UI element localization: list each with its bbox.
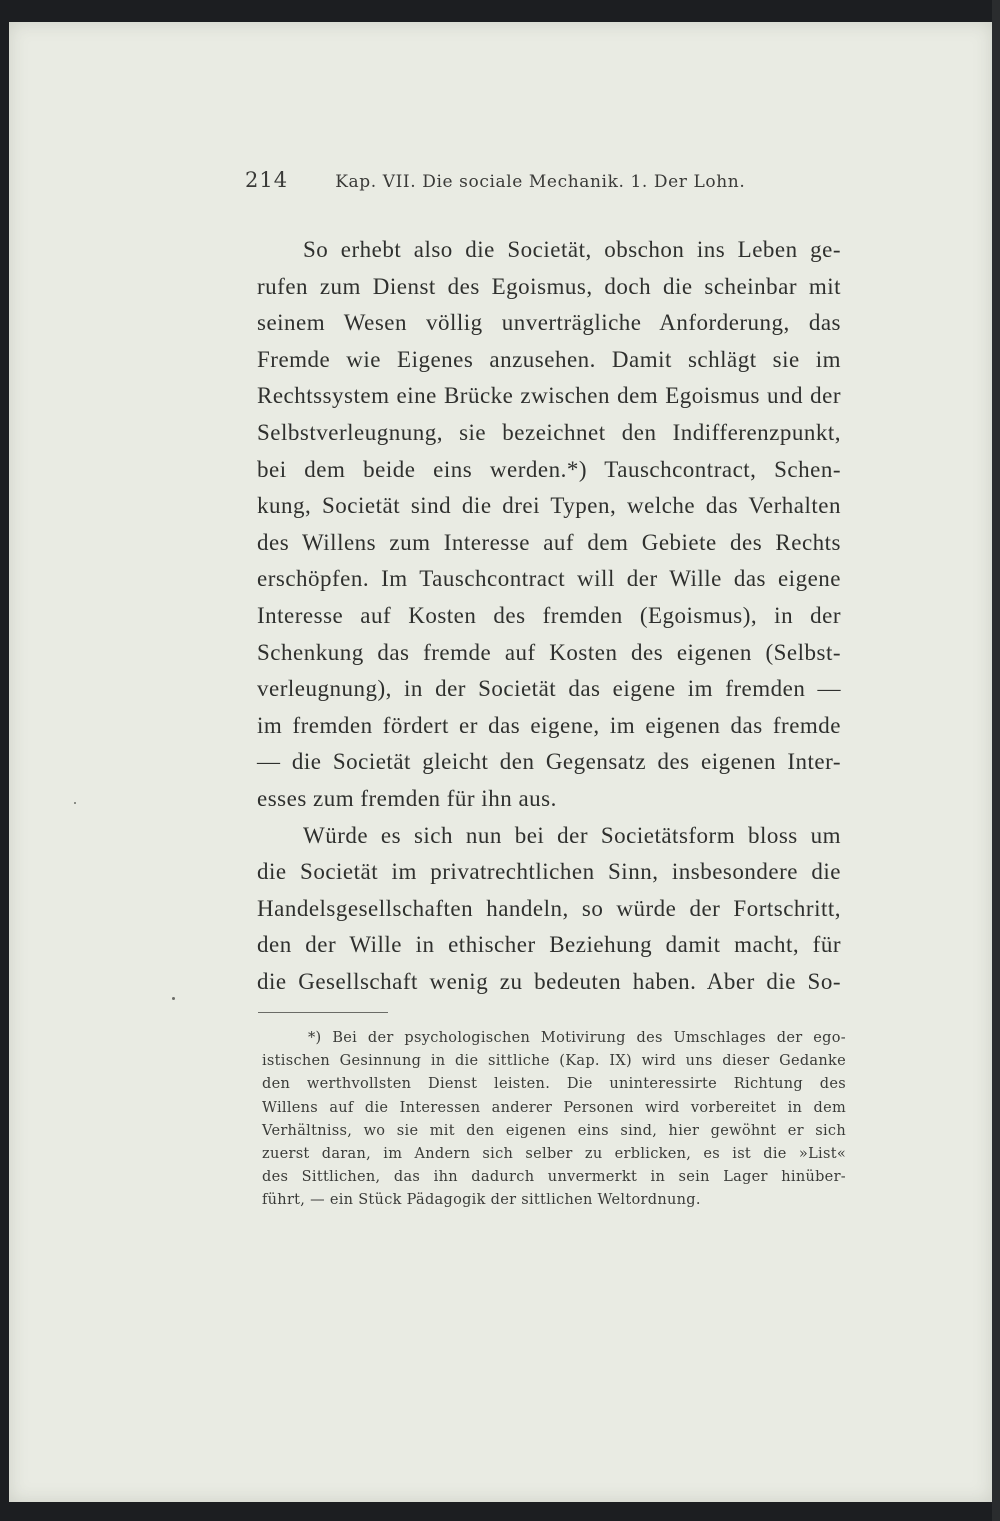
text-line: die Gesellschaft wenig zu bedeuten haben. Aber die So-	[257, 968, 841, 994]
text-line: erschöpfen. Im Tauschcontract will der Wille das eigene	[257, 566, 841, 592]
footnote-line: führt, — ein Stück Pädagogik der sittlichen Weltordnung.	[262, 1192, 701, 1209]
paragraph-2	[257, 818, 841, 1001]
text-line: Selbstverleugnung, sie bezeichnet den Indifferenzpunkt,	[257, 419, 841, 445]
text-line: bei dem beide eins werden.*) Tauschcontract, Schen-	[257, 456, 841, 482]
text-line: Schenkung das fremde auf Kosten des eigenen (Selbst-	[257, 639, 841, 665]
text-line: kung, Societät sind die drei Typen, welche das Verhalten	[257, 493, 841, 519]
text-line: seinem Wesen völlig unverträgliche Anforderung, das	[257, 310, 841, 336]
text-line: Rechtssystem eine Brücke zwischen dem Egoismus und der	[257, 383, 841, 409]
text-line: — die Societät gleicht den Gegensatz des eigenen Inter-	[257, 749, 841, 775]
page-number: 214	[245, 168, 289, 192]
text-line: im fremden fördert er das eigene, im eigenen das fremde	[257, 712, 841, 738]
text-line: des Willens zum Interesse auf dem Gebiete des Rechts	[257, 529, 841, 555]
paper-speck	[74, 802, 76, 804]
footnote-line: den werthvollsten Dienst leisten. Die uninteressirte Richtung des	[262, 1076, 846, 1093]
footnote	[262, 1027, 846, 1213]
text-line: Fremde wie Eigenes anzusehen. Damit schlägt sie im	[257, 346, 841, 372]
scan-edge	[992, 0, 1000, 1521]
text-line: verleugnung), in der Societät das eigene im fremden —	[257, 676, 841, 702]
footnote-line: istischen Gesinnung in die sittliche (Kap. IX) wird uns dieser Gedanke	[262, 1053, 846, 1070]
running-title: Kap. VII. Die sociale Mechanik. 1. Der Lohn.	[335, 172, 746, 192]
footnote-separator	[258, 1012, 388, 1013]
text-line: den der Wille in ethischer Beziehung damit macht, für	[257, 932, 841, 958]
paper-speck	[172, 997, 175, 1000]
text-line: esses zum fremden für ihn aus.	[257, 785, 557, 811]
footnote-line: zuerst daran, im Andern sich selber zu erblicken, es ist die »List«	[262, 1145, 846, 1162]
body-text	[257, 232, 841, 1000]
footnote-line: Willens auf die Interessen anderer Personen wird vorbereitet in dem	[262, 1099, 846, 1116]
page-header	[245, 168, 845, 192]
text-line: Würde es sich nun bei der Societätsform bloss um	[303, 822, 841, 848]
footnote-line: Verhältniss, wo sie mit den eigenen eins sind, hier gewöhnt er sich	[262, 1122, 846, 1139]
text-line: Handelsgesellschaften handeln, so würde der Fortschritt,	[257, 895, 841, 921]
text-line: die Societät im privatrechtlichen Sinn, insbesondere die	[257, 859, 841, 885]
text-line: So erhebt also die Societät, obschon ins Leben ge-	[303, 237, 841, 262]
text-line: rufen zum Dienst des Egoismus, doch die scheinbar mit	[257, 273, 841, 299]
paragraph-1	[257, 232, 841, 818]
footnote-line: des Sittlichen, das ihn dadurch unvermerkt in sein Lager hinüber-	[262, 1169, 846, 1186]
text-line: Interesse auf Kosten des fremden (Egoismus), in der	[257, 602, 841, 628]
footnote-line: *) Bei der psychologischen Motivirung des Umschlages der ego-	[308, 1030, 846, 1046]
